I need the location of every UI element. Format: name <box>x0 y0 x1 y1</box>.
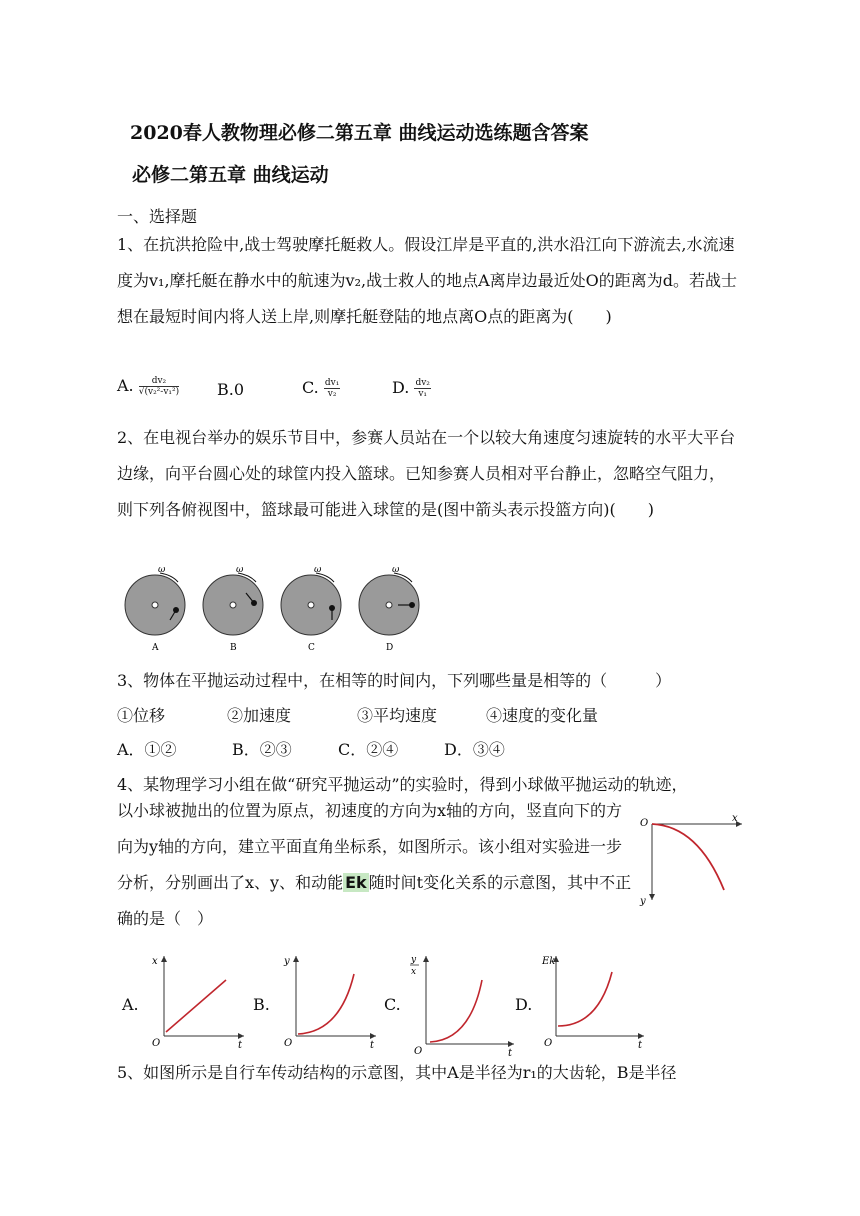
q3-item-3: ③平均速度 <box>357 706 438 725</box>
question-4-text-line1: 4、某物理学习小组在做“研究平抛运动”的实验时，得到小球做平抛运动的轨迹， <box>117 775 688 794</box>
q4-option-b: B. <box>253 995 270 1014</box>
svg-text:y: y <box>284 956 290 967</box>
q4-x-label: x <box>732 813 738 824</box>
q4-origin-label: O <box>640 818 649 829</box>
q4-graph-a <box>148 950 248 1050</box>
q3-option-d: D．③④ <box>444 740 505 759</box>
q1-option-a: A. $\frac{\text{dv₂}}{\text{√(v₂²-v₁²)}}$ <box>117 376 180 397</box>
q3-option-b: B．②③ <box>232 740 292 759</box>
q2-figure-d <box>359 565 419 653</box>
svg-text:O: O <box>414 1046 423 1057</box>
q2-omega-a: ω <box>158 565 166 575</box>
q2-figure-b <box>203 565 263 653</box>
q2-omega-c: ω <box>314 565 322 575</box>
page-title: 2020春人教物理必修二第五章 曲线运动选练题含答案 <box>130 122 589 144</box>
q2-omega-b: ω <box>236 565 244 575</box>
q1-option-d: D. $\frac{\text{dv₂}}{\text{v₁}}$ <box>392 378 430 399</box>
svg-text:O: O <box>284 1038 293 1049</box>
q4-option-c: C. <box>384 995 401 1014</box>
q4-y-label: y <box>640 896 646 907</box>
question-3-text: 3、物体在平抛运动过程中，在相等的时间内，下列哪些量是相等的（ ） <box>117 671 672 690</box>
svg-text:x: x <box>152 956 158 967</box>
q2-label-c: C <box>308 643 315 653</box>
q3-item-2: ②加速度 <box>227 706 292 725</box>
svg-text:y: y <box>411 955 417 965</box>
section-heading: 一、选择题 <box>117 207 198 226</box>
svg-text:O: O <box>152 1038 161 1049</box>
q2-figures <box>120 562 440 654</box>
q3-item-1: ①位移 <box>117 706 166 725</box>
question-5-text: 5、如图所示是自行车传动结构的示意图，其中A是半径为r₁的大齿轮，B是半径 <box>117 1063 677 1082</box>
q2-label-d: D <box>386 643 394 653</box>
svg-text:t: t <box>238 1040 243 1051</box>
q4-option-a: A. <box>122 995 139 1014</box>
q3-option-a: A．①② <box>117 740 177 759</box>
q4-option-d: D. <box>515 995 533 1014</box>
svg-text:Ek: Ek <box>542 956 556 967</box>
q2-figure-a <box>125 565 185 653</box>
q2-label-a: A <box>152 643 159 653</box>
svg-text:t: t <box>638 1040 643 1051</box>
q3-item-4: ④速度的变化量 <box>486 706 599 725</box>
q4-graph-d <box>540 950 650 1050</box>
svg-text:t: t <box>370 1040 375 1051</box>
q1-option-c: C. $\frac{\text{dv₁}}{\text{v₂}}$ <box>302 378 340 399</box>
svg-text:x: x <box>411 967 417 977</box>
question-2-text: 2、在电视台举办的娱乐节目中，参赛人员站在一个以较大角速度匀速旋转的水平大平台边缘，向平台圆心处的球筐内投入篮球。已知参赛人员相对平台静止，忽略空气阻力，则下列各俯视图中，篮球最可能进入球筐的是(图中箭头表示投篮方向)( ) <box>117 428 736 519</box>
q3-option-c: C．②④ <box>338 740 399 759</box>
chapter-subtitle: 必修二第五章 曲线运动 <box>132 164 329 186</box>
ek-highlight: Ek <box>345 873 367 892</box>
q2-omega-d: ω <box>392 565 400 575</box>
question-1-text: 1、在抗洪抢险中,战士驾驶摩托艇救人。假设江岸是平直的,洪水沿江向下游流去,水流速度为v₁,摩托艇在静水中的航速为v₂,战士救人的地点A离岸边最近处O的距离为d。若战士想在最短时间内将人送上岸,则摩托艇登陆的地点离O点的距离为( ) <box>117 235 737 326</box>
q4-trajectory-figure <box>638 812 748 912</box>
q2-label-b: B <box>230 643 237 653</box>
q4-graph-c <box>410 950 520 1060</box>
q4-graph-b <box>280 950 380 1050</box>
svg-text:O: O <box>544 1038 553 1049</box>
q2-figure-c <box>281 565 341 653</box>
q1-option-b: B.0 <box>217 380 245 399</box>
question-4-text: 以小球被抛出的位置为原点，初速度的方向为x轴的方向，竖直向下的方向为y轴的方向，建立平面直角坐标系，如图所示。该小组对实验进一步分析，分别画出了x、y、和动能 Ek 随时间t变化关系的示意图，其中不正确的是（ ） <box>117 801 632 928</box>
svg-text:t: t <box>508 1048 513 1059</box>
